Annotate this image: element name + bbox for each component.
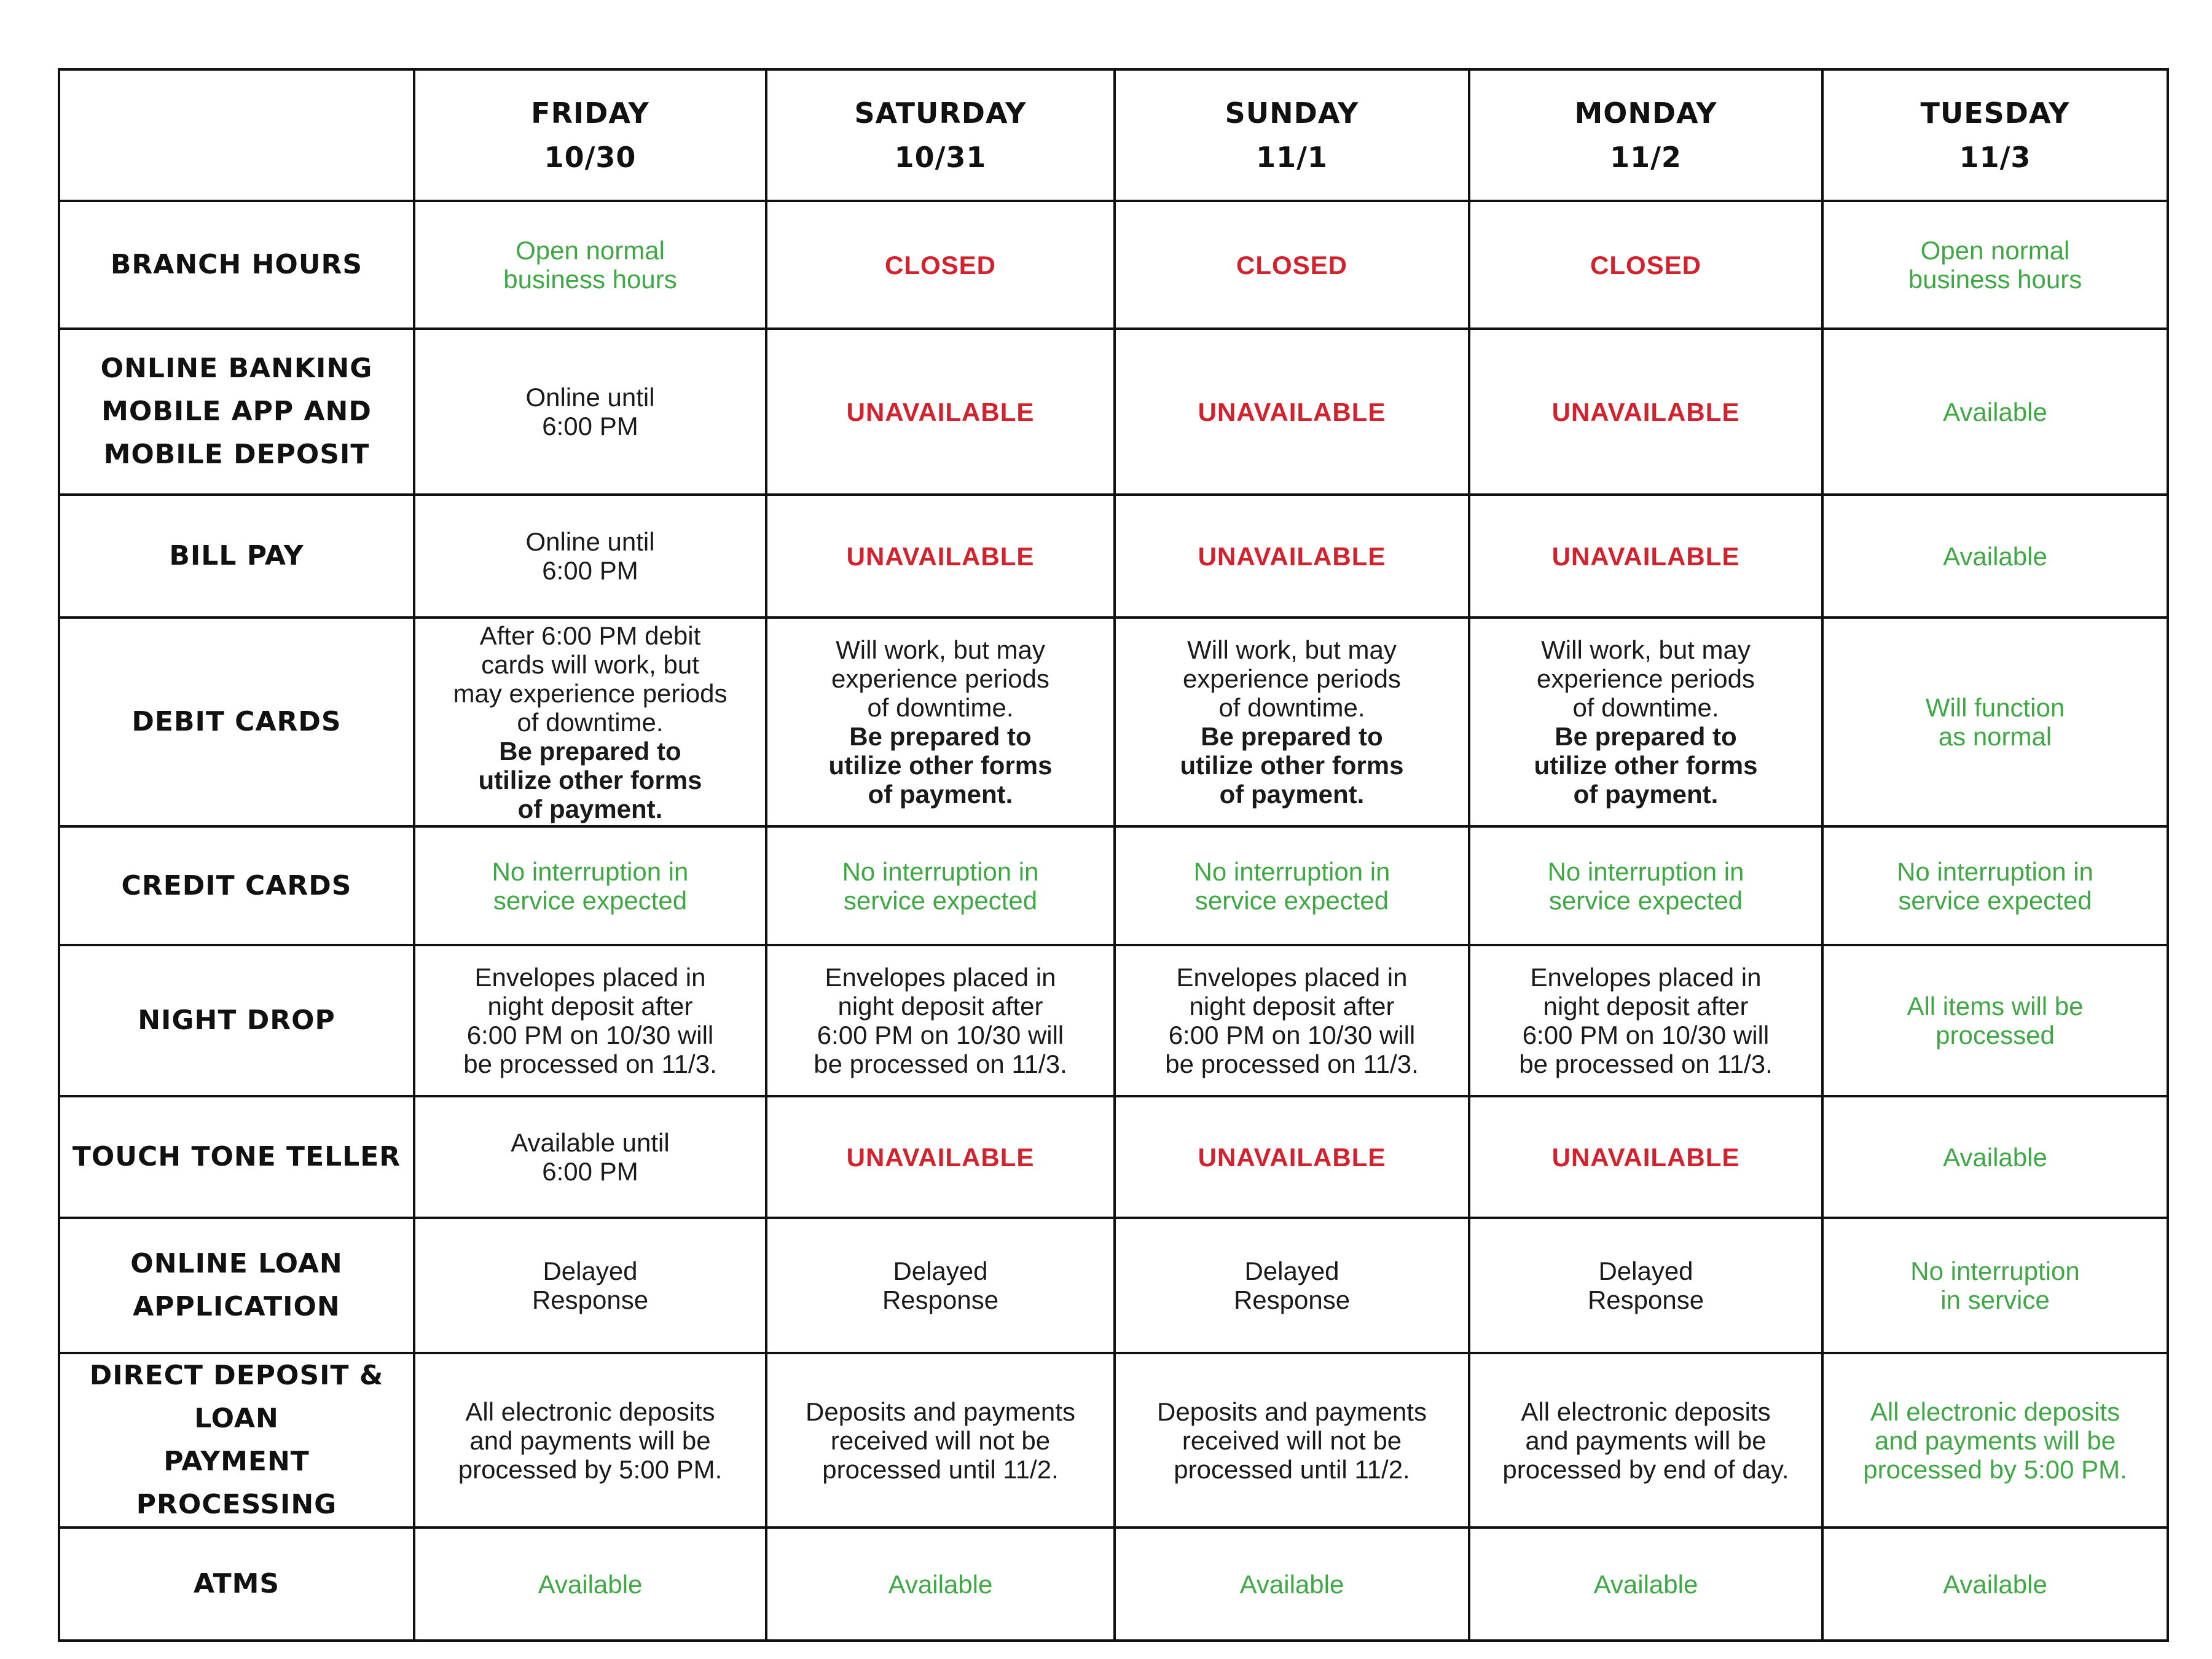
day-date: 10/31	[894, 141, 987, 174]
status-cell	[1822, 826, 2168, 945]
status-cell	[1469, 495, 1822, 618]
status-cell	[1115, 945, 1469, 1096]
status-cell	[1469, 1096, 1822, 1218]
status-text: Delayed Response	[531, 1257, 649, 1314]
day-header-tuesday	[1822, 69, 2168, 201]
status-cell	[1822, 945, 2168, 1096]
status-cell	[414, 826, 766, 945]
status-text: Will function as normal	[1925, 693, 2065, 751]
row-label-text: DIRECT DEPOSIT & LOAN PAYMENT PROCESSING	[89, 1360, 384, 1520]
status-text: Online until 6:00 PM	[525, 383, 655, 441]
status-cell	[1822, 201, 2168, 329]
status-cell	[1469, 1528, 1822, 1641]
row-label-text: BRANCH HOURS	[110, 249, 363, 280]
row-label	[59, 1528, 414, 1641]
status-cell	[1822, 1353, 2168, 1528]
status-text: No interruption in service expected	[492, 857, 689, 915]
status-text: UNAVAILABLE	[1198, 397, 1386, 426]
service-schedule-table	[58, 68, 2169, 1642]
status-text: All electronic deposits and payments will be processed by 5:00 PM.	[458, 1397, 723, 1484]
status-text: Delayed Response	[882, 1257, 999, 1314]
status-text: UNAVAILABLE	[846, 541, 1035, 571]
status-text: Will work, but may experience periods of downtime.	[1183, 635, 1401, 722]
row-label	[59, 1096, 414, 1218]
day-name: SATURDAY	[854, 96, 1027, 130]
status-text: UNAVAILABLE	[846, 1142, 1035, 1172]
row-label	[59, 329, 414, 495]
status-cell	[766, 826, 1115, 945]
status-cell	[1822, 1218, 2168, 1353]
row-label	[59, 826, 414, 945]
status-text: Delayed Response	[1587, 1257, 1704, 1314]
table-row	[59, 329, 2168, 495]
status-text: Will work, but may experience periods of downtime.	[831, 635, 1049, 722]
table-row	[59, 1096, 2168, 1218]
row-label-text: ONLINE BANKING MOBILE APP AND MOBILE DEPOSIT	[100, 353, 373, 470]
table-body	[59, 201, 2168, 1641]
table-row	[59, 826, 2168, 945]
status-text: After 6:00 PM debit cards will work, but may experience periods of downtime.	[453, 621, 728, 737]
status-text: No interruption in service expected	[1897, 857, 2093, 915]
row-label	[59, 945, 414, 1096]
status-cell	[1115, 201, 1469, 329]
row-label-text: ATMS	[193, 1568, 280, 1599]
status-cell	[1469, 1218, 1822, 1353]
status-text: Will work, but may experience periods of downtime.	[1537, 635, 1755, 722]
status-text: All electronic deposits and payments will be processed by 5:00 PM.	[1863, 1397, 2127, 1484]
row-label	[59, 1353, 414, 1528]
status-text: UNAVAILABLE	[1551, 1142, 1740, 1172]
status-text: Open normal business hours	[503, 236, 677, 294]
status-text: Available	[1943, 1569, 2047, 1599]
header-row	[59, 69, 2168, 201]
table-row	[59, 495, 2168, 618]
day-date: 11/3	[1959, 141, 2031, 174]
status-text: No interruption in service expected	[1193, 857, 1390, 915]
row-label	[59, 495, 414, 618]
status-text: Available	[1593, 1569, 1698, 1599]
status-cell	[1115, 1218, 1469, 1353]
status-cell	[1469, 201, 1822, 329]
status-cell	[766, 618, 1115, 826]
status-cell	[414, 945, 766, 1096]
status-cell	[1115, 826, 1469, 945]
emphasis-text: Be prepared to utilize other forms of payment.	[478, 736, 702, 823]
row-label-text: ONLINE LOAN APPLICATION	[130, 1248, 343, 1322]
status-cell	[1822, 618, 2168, 826]
status-cell	[766, 1218, 1115, 1353]
status-cell	[766, 1096, 1115, 1218]
status-text: Available	[1239, 1569, 1344, 1599]
status-text: CLOSED	[1590, 250, 1701, 280]
table-row	[59, 201, 2168, 329]
row-label-text: DEBIT CARDS	[131, 706, 342, 737]
status-text: UNAVAILABLE	[1198, 541, 1386, 571]
status-cell	[414, 1353, 766, 1528]
status-text: Available	[1943, 1142, 2047, 1172]
status-text: CLOSED	[884, 250, 996, 280]
status-text: Envelopes placed in night deposit after 6:00 PM on 10/30 will be processed on 11/3.	[463, 963, 717, 1078]
status-cell	[414, 201, 766, 329]
row-label-text: BILL PAY	[169, 540, 304, 571]
status-text: Available until 6:00 PM	[511, 1128, 670, 1186]
emphasis-text: Be prepared to utilize other forms of payment.	[1534, 722, 1758, 809]
status-cell	[1115, 1353, 1469, 1528]
status-text: Online until 6:00 PM	[525, 527, 655, 585]
status-text: Envelopes placed in night deposit after 6:00 PM on 10/30 will be processed on 11/3.	[814, 963, 1067, 1078]
status-cell	[766, 1353, 1115, 1528]
status-cell	[414, 1096, 766, 1218]
table-row	[59, 1353, 2168, 1528]
status-text: UNAVAILABLE	[1198, 1142, 1386, 1172]
status-cell	[1469, 945, 1822, 1096]
status-cell	[1469, 1353, 1822, 1528]
status-cell	[414, 1528, 766, 1641]
day-header-sunday	[1115, 69, 1469, 201]
day-date: 11/1	[1256, 141, 1328, 174]
row-label-text: CREDIT CARDS	[121, 869, 352, 901]
status-text: Available	[1943, 541, 2047, 571]
status-cell	[414, 329, 766, 495]
status-cell	[1469, 618, 1822, 826]
corner-cell	[59, 69, 414, 201]
status-cell	[1115, 495, 1469, 618]
status-text: Available	[888, 1569, 993, 1599]
status-cell	[766, 201, 1115, 329]
status-text: Available	[538, 1569, 643, 1599]
status-text: CLOSED	[1236, 250, 1347, 280]
status-cell	[1822, 1528, 2168, 1641]
status-cell	[1115, 1528, 1469, 1641]
status-cell	[414, 618, 766, 826]
status-cell	[1115, 618, 1469, 826]
status-cell	[1822, 329, 2168, 495]
status-cell	[766, 945, 1115, 1096]
table-row	[59, 945, 2168, 1096]
status-text: All electronic deposits and payments will be processed by end of day.	[1502, 1397, 1789, 1484]
status-text: UNAVAILABLE	[1551, 541, 1740, 571]
status-text: Open normal business hours	[1908, 236, 2082, 294]
status-cell	[766, 329, 1115, 495]
status-cell	[766, 495, 1115, 618]
status-text: All items will be processed	[1907, 992, 2084, 1049]
status-text: Envelopes placed in night deposit after 6:00 PM on 10/30 will be processed on 11/3.	[1165, 963, 1419, 1078]
day-name: TUESDAY	[1920, 96, 2070, 130]
status-text: No interruption in service expected	[1547, 857, 1744, 915]
status-cell	[766, 1528, 1115, 1641]
row-label-text: NIGHT DROP	[138, 1005, 335, 1036]
status-text: Delayed Response	[1233, 1257, 1351, 1314]
status-cell	[1469, 329, 1822, 495]
day-header-friday	[414, 69, 766, 201]
table-row	[59, 618, 2168, 826]
day-date: 10/30	[544, 141, 637, 174]
status-text: No interruption in service	[1910, 1257, 2080, 1314]
table-row	[59, 1218, 2168, 1353]
day-name: FRIDAY	[531, 96, 649, 130]
status-cell	[1822, 1096, 2168, 1218]
status-text: Available	[1943, 397, 2047, 426]
status-cell	[1822, 495, 2168, 618]
emphasis-text: Be prepared to utilize other forms of payment.	[1180, 722, 1404, 809]
table-row	[59, 1528, 2168, 1641]
day-name: SUNDAY	[1225, 96, 1359, 130]
day-date: 11/2	[1610, 141, 1682, 174]
status-text: UNAVAILABLE	[846, 397, 1035, 426]
day-name: MONDAY	[1574, 96, 1717, 130]
row-label	[59, 1218, 414, 1353]
status-text: Deposits and payments received will not be processed until 11/2.	[806, 1397, 1075, 1484]
status-text: No interruption in service expected	[842, 857, 1039, 915]
status-text: Envelopes placed in night deposit after 6:00 PM on 10/30 will be processed on 11/3.	[1519, 963, 1773, 1078]
status-cell	[1469, 826, 1822, 945]
status-cell	[1115, 1096, 1469, 1218]
status-cell	[414, 495, 766, 618]
status-cell	[1115, 329, 1469, 495]
emphasis-text: Be prepared to utilize other forms of payment.	[828, 722, 1053, 809]
day-header-monday	[1469, 69, 1822, 201]
status-text: Deposits and payments received will not be processed until 11/2.	[1157, 1397, 1427, 1484]
status-cell	[414, 1218, 766, 1353]
row-label	[59, 618, 414, 826]
row-label	[59, 201, 414, 329]
row-label-text: TOUCH TONE TELLER	[72, 1141, 401, 1172]
status-text: UNAVAILABLE	[1551, 397, 1740, 426]
day-header-saturday	[766, 69, 1115, 201]
